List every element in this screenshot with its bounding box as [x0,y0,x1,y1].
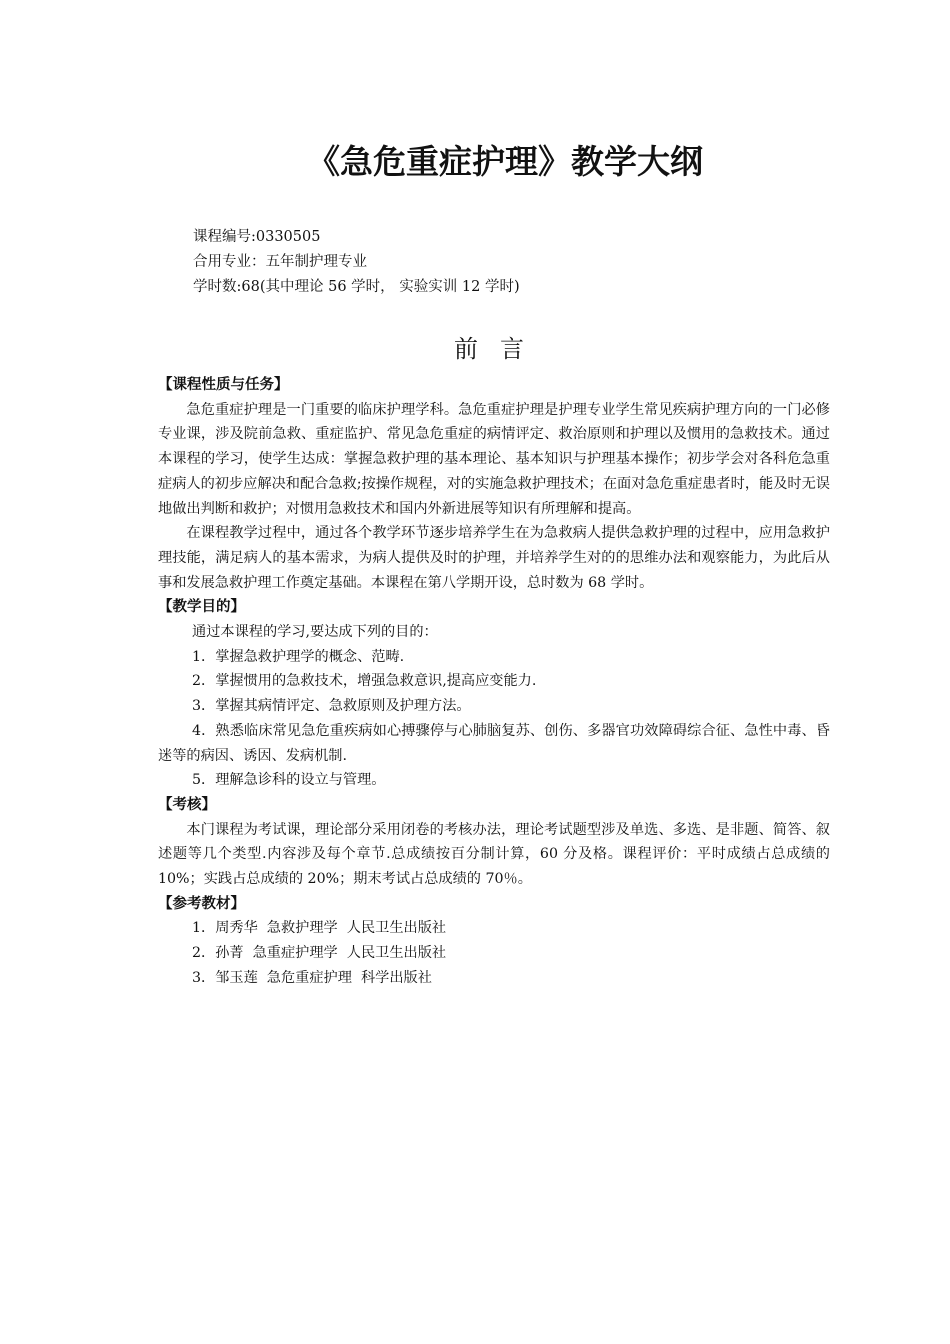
goal-item: 1．掌握急救护理学的概念、范畴. [192,648,405,665]
goals-intro: 通过本课程的学习,要达成下列的目的： [192,624,438,641]
heading-textbooks: 【参考教材】 [158,895,245,912]
document-body [158,373,830,991]
course-code: 课程编号:0330505 [193,229,321,245]
goal-item: 5．理解急诊科的设立与管理。 [192,772,386,789]
paragraph-nature-1: 急危重症护理是一门重要的临床护理学科。急危重症护理是护理专业学生常见疾病护理方向的一门必修专业课，涉及院前急救、重症监护、常见急危重症的病情评定、救治原则和护理以及惯用的急救技术。通过本课程的学习，使学生达成：掌握急救护理的基本理论、基本知识与护理基本操作；初步学会对各科危急重症病人的初步应解决和配合急救;按操作规程，对的实施急救护理技术；在面对急危重症患者时，能及时无误地做出判断和救护；对惯用急救技术和国内外新进展等知识有所理解和提高。 [158,401,830,517]
heading-course-nature: 【课程性质与任务】 [158,377,289,393]
document-title: 《急危重症护理》教学大纲 [307,142,703,181]
course-hours: 学时数:68(其中理论 56 学时， 实验实训 12 学时) [193,279,520,295]
heading-teaching-goals: 【教学目的】 [158,599,245,616]
paragraph-assessment: 本门课程为考试课，理论部分采用闭卷的考核办法，理论考试题型涉及单选、多选、是非题、简答、叙述题等几个类型.内容涉及每个章节.总成绩按百分制计算，60 分及格。课程评价：平时成绩占总成绩的 10%；实践占总成绩的 20%；期末考试占总成绩的 70％。 [158,821,830,888]
course-meta [193,225,520,300]
goal-item: 2．掌握惯用的急救技术，增强急救意识,提高应变能力. [192,673,537,690]
applicable-major: 合用专业：五年制护理专业 [193,254,367,270]
textbook-item: 1．周秀华 急救护理学 人民卫生出版社 [192,920,447,937]
preface-title: 前言 [454,335,546,363]
heading-assessment: 【考核】 [158,796,216,813]
goal-item: 4．熟悉临床常见急危重疾病如心搏骤停与心肺脑复苏、创伤、多器官功效障碍综合征、急性中毒、昏迷等的病因、诱因、发病机制. [158,722,830,764]
textbook-item: 3．邹玉莲 急危重症护理 科学出版社 [192,969,432,986]
paragraph-nature-2: 在课程教学过程中，通过各个教学环节逐步培养学生在为急救病人提供急救护理的过程中，应用急救护理技能，满足病人的基本需求，为病人提供及时的护理，并培养学生对的的思维办法和观察能力，为此后从事和发展急救护理工作奠定基础。本课程在第八学期开设，总时数为 68 学时。 [158,525,830,591]
goal-item: 3．掌握其病情评定、急救原则及护理方法。 [192,698,471,715]
textbook-item: 2．孙菁 急重症护理学 人民卫生出版社 [192,945,447,962]
